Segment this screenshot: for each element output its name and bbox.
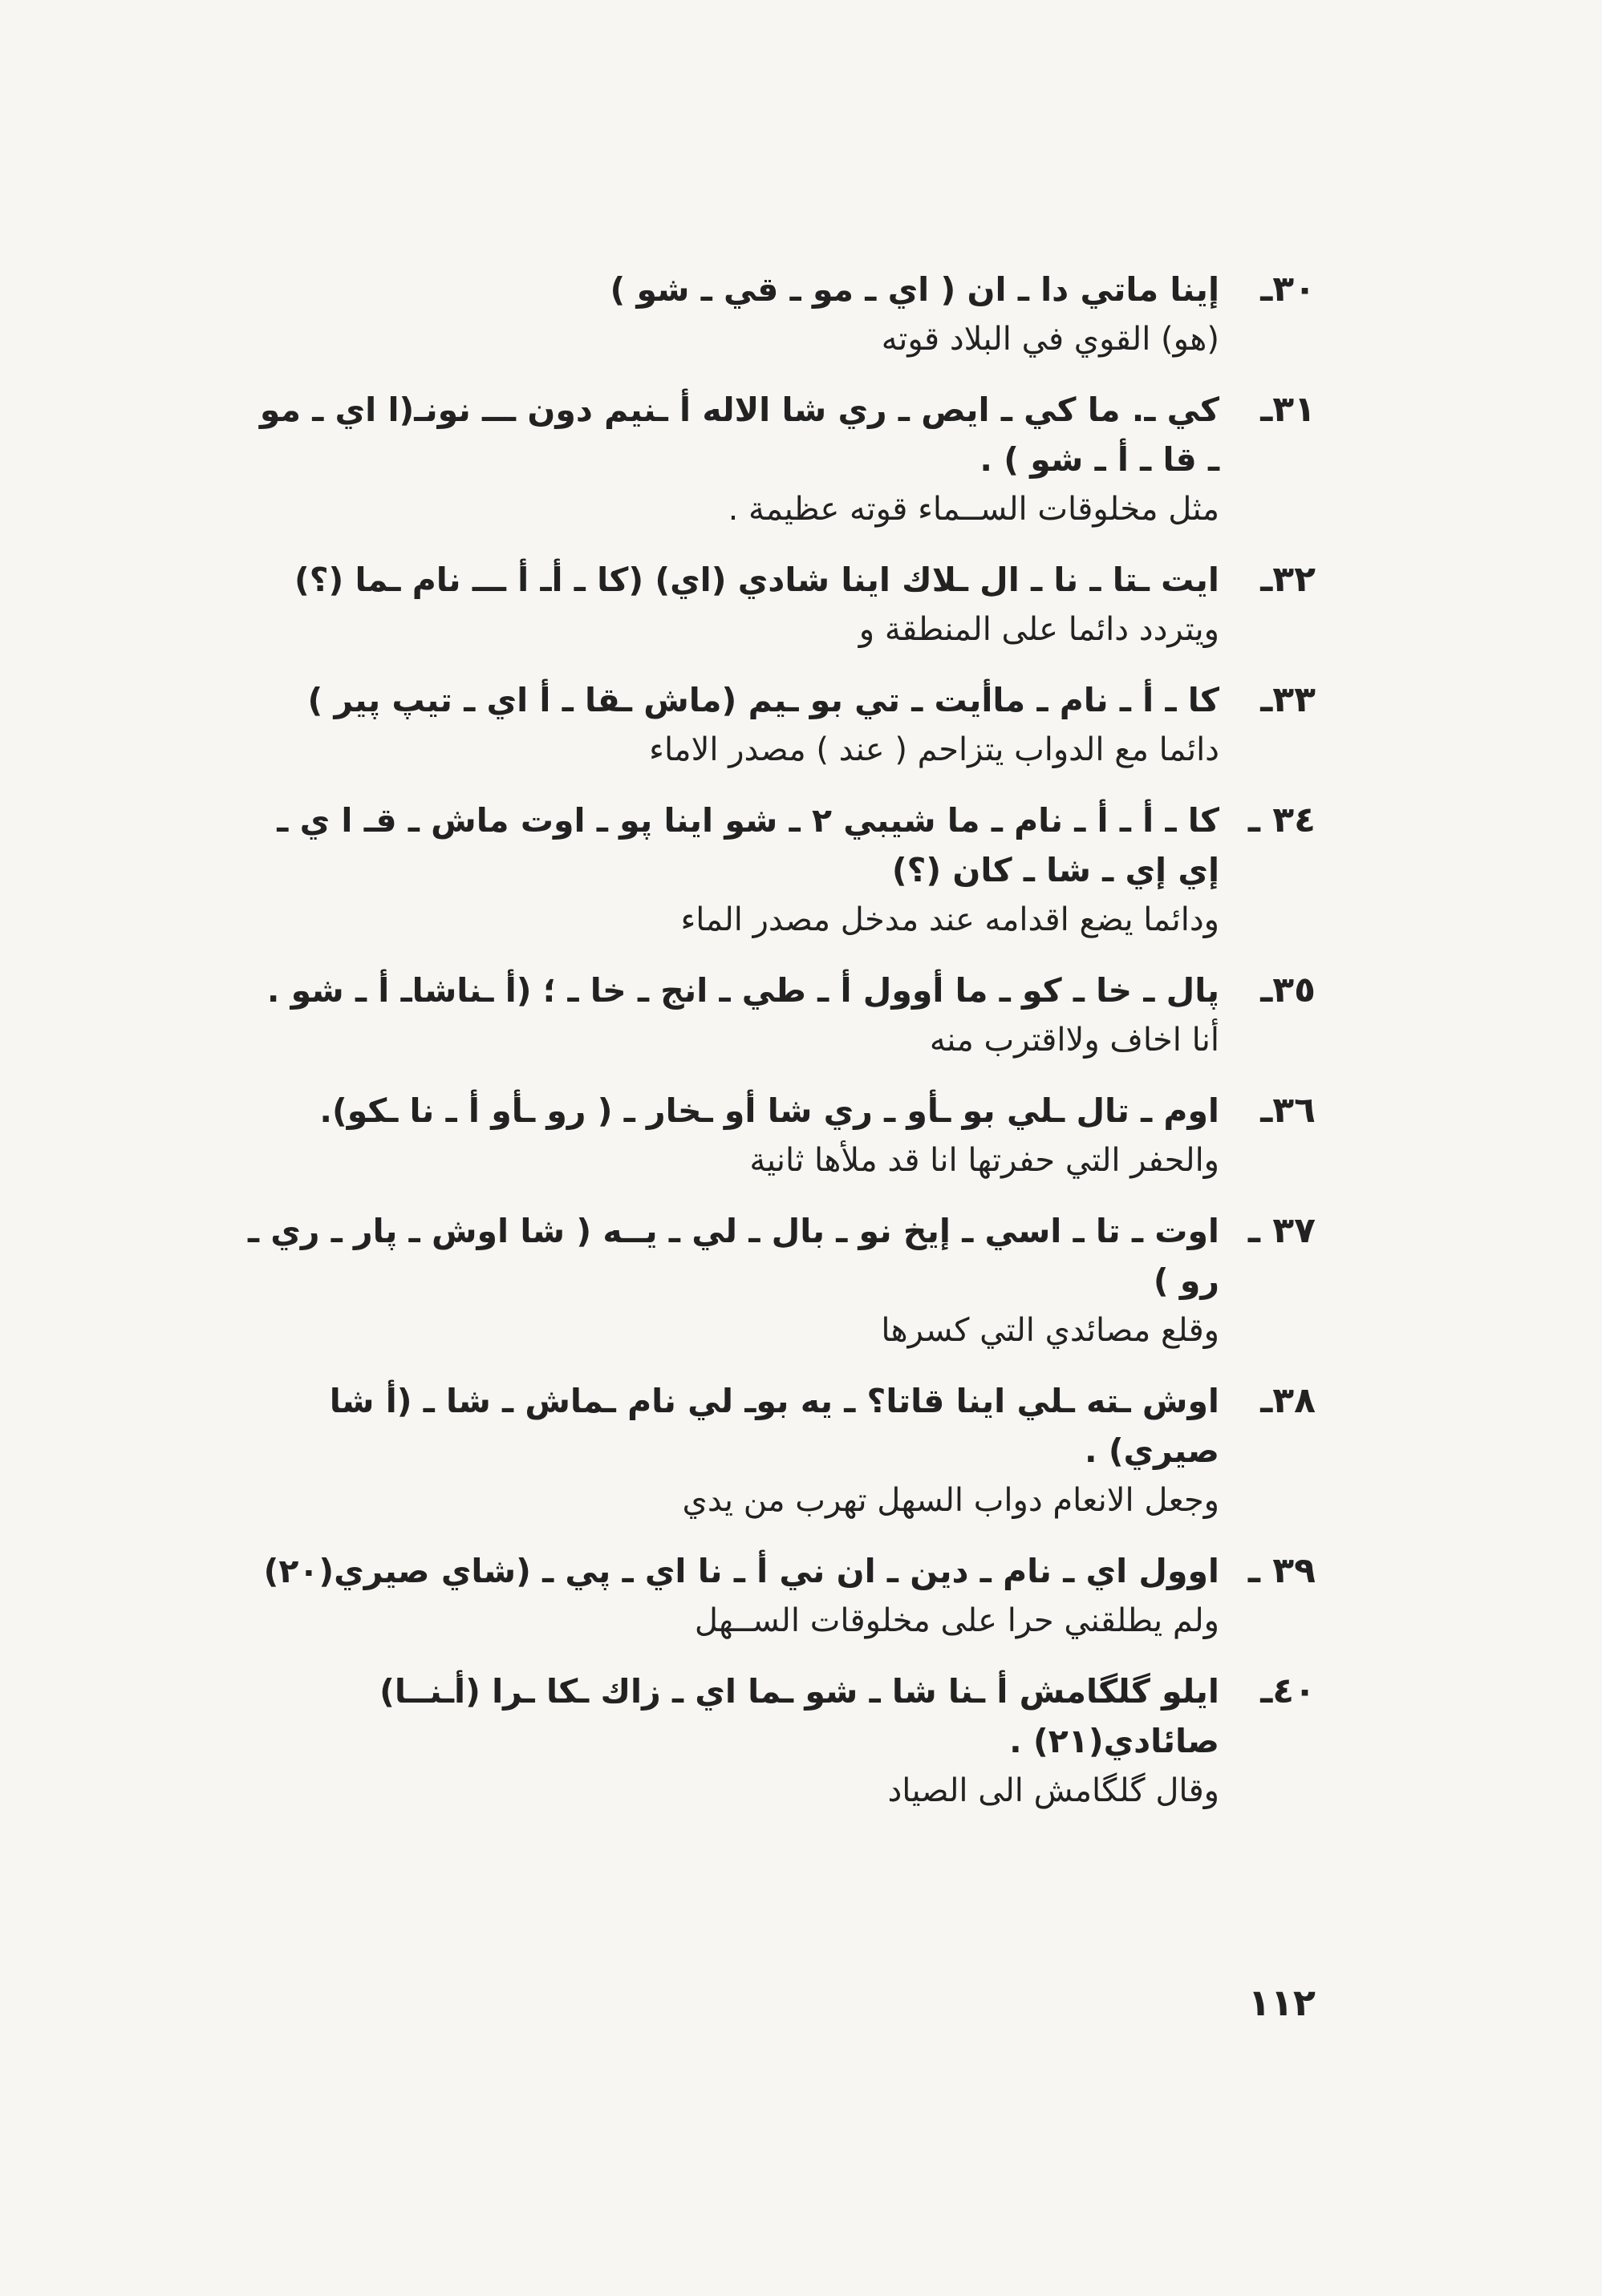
translation-line: وقال گلگامش الى الصياد	[887, 1772, 1219, 1809]
translation-line: دائما مع الدواب يتزاحم ( عند ) مصدر الاماء	[649, 731, 1219, 768]
transliteration-line: كا ـ أ ـ أ ـ نام ـ ما شيبي ٢ ـ شو اينا پو ـ اوت ماش ـ قـ ا ي ـ إي إي ـ شا ـ كان (؟)	[277, 801, 1219, 889]
transliteration-line: اوم ـ تال ـلي بو ـأو ـ ري شا أو ـخار ـ ( رو ـأو أ ـ نا ـكو).	[319, 1091, 1219, 1130]
verse-entry-39	[241, 1546, 1316, 1646]
translation-line: (هو) القوي في البلاد قوته	[881, 321, 1219, 358]
verse-entry-33	[241, 675, 1316, 775]
verse-number: ٣٦ـ	[1260, 1090, 1316, 1131]
verse-entry-38	[241, 1376, 1316, 1525]
transliteration-line: ايلو گلگامش أ ـنا شا ـ شو ـما اي ـ زاك ـكا ـرا (أـنــا) صائادي(٢١) .	[379, 1672, 1219, 1760]
verse-entry-30	[241, 265, 1316, 364]
verse-entry-37	[241, 1206, 1316, 1355]
translation-line: ويتردد دائما على المنطقة و	[858, 611, 1219, 648]
page-number: ١١٢	[1247, 1981, 1316, 2024]
verse-entry-32	[241, 555, 1316, 654]
verse-entry-34	[241, 796, 1316, 945]
translation-line: ولم يطلقني حرا على مخلوقات الســهل	[694, 1602, 1219, 1639]
translation-line: مثل مخلوقات الســماء قوته عظيمة .	[728, 491, 1219, 528]
verse-number: ٣٣ـ	[1260, 679, 1316, 720]
translation-line: والحفر التي حفرتها انا قد ملأها ثانية	[749, 1142, 1219, 1179]
page-text	[241, 265, 1316, 1836]
verse-entry-40	[241, 1666, 1316, 1816]
transliteration-line: اوت ـ تا ـ اسي ـ إيخ نو ـ بال ـ لي ـ يــه ( شا اوش ـ پار ـ ري ـ رو )	[247, 1212, 1219, 1300]
verse-number: ٣٢ـ	[1260, 559, 1316, 600]
translation-line: ودائما يضع اقدامه عند مدخل مصدر الماء	[680, 901, 1219, 938]
verse-number: ٣٥ـ	[1260, 970, 1316, 1010]
verse-entry-31	[241, 385, 1316, 534]
transliteration-line: پال ـ خا ـ كو ـ ما أوول أ ـ طي ـ انج ـ خا ـ ؛ (أ ـناشاـ أ ـ شو .	[266, 971, 1219, 1010]
transliteration-line: إينا ماتي دا ـ ان ( اي ـ مو ـ قي ـ شو )	[610, 270, 1219, 309]
verse-number: ٣٧ ـ	[1247, 1210, 1316, 1251]
verse-number: ٣١ـ	[1260, 389, 1316, 430]
transliteration-line: اوول اي ـ نام ـ دين ـ ان ني أ ـ نا اي ـ پي ـ (شاي صيري(٢٠)	[263, 1552, 1219, 1590]
verse-number: ٣٩ ـ	[1247, 1550, 1316, 1591]
verse-number: ٣٤ ـ	[1247, 800, 1316, 840]
verse-entry-35	[241, 966, 1316, 1065]
transliteration-line: كا ـ أ ـ نام ـ ماأيت ـ تي بو ـيم (ماش ـقا ـ أ اي ـ تيپ پير )	[307, 681, 1219, 719]
transliteration-line: ايت ـتا ـ نا ـ ال ـلاك اينا شادي (اي) (كا ـ أـ أ ـــ نام ـما (؟)	[294, 561, 1219, 599]
translation-line: وجعل الانعام دواب السهل تهرب من يدي	[682, 1482, 1219, 1519]
translation-line: وقلع مصائدي التي كسرها	[881, 1312, 1219, 1349]
translation-line: أنا اخاف ولااقترب منه	[929, 1022, 1219, 1059]
verse-number: ٣٨ـ	[1260, 1380, 1316, 1421]
verse-number: ٣٠ـ	[1260, 269, 1316, 310]
transliteration-line: كي ـ. ما كي ـ ايص ـ ري شا الاله أ ـنيم دون ـــ نونـ(ا اي ـ مو ـ قا ـ أ ـ شو ) .	[259, 391, 1219, 479]
verse-number: ٤٠ـ	[1260, 1670, 1316, 1711]
verse-entry-36	[241, 1086, 1316, 1185]
transliteration-line: اوش ـته ـلي اينا قاتا؟ ـ يه بوـ لي نام ـماش ـ شا ـ (أ شا صيري) .	[329, 1382, 1219, 1470]
